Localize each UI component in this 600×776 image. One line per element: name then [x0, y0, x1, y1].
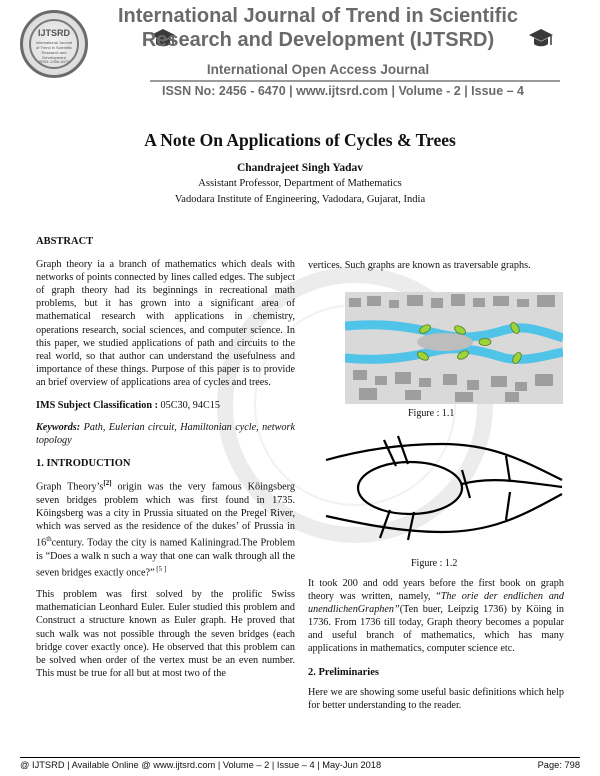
author-name: Chandrajeet Singh Yadav [236, 162, 364, 174]
author-affiliation: Assistant Professor, Department of Mathematics [198, 178, 402, 189]
open-access-label: International Open Access Journal [206, 62, 430, 77]
left-column [36, 235, 295, 687]
ims-classification: IMS Subject Classification : 05C30, 94C15 [36, 400, 220, 412]
traversable-text: vertices. Such graphs are known as traversable graphs. [308, 260, 531, 271]
journal-header [0, 0, 600, 108]
figure-1-2-caption: Figure : 1.2 [411, 558, 458, 569]
introduction-paragraph: Graph Theory’s[2] origin was the very famous Köingsberg seven bridges problem which was first found in 1735. Köingsberg was a city in Prussia situated on the Pregel River, which was served as the residence of the dukes’ of Prussia in 16thcentury. Today the city is named Kaliningrad.The Problem is “Does a walk n such a way that one can walk through all the seven bridges exactly once?” [5 ] [36, 479, 295, 579]
journal-name: International Journal of Trend in Scientific Research and Development (IJTSRD) [117, 5, 519, 51]
paper-title: A Note On Applications of Cycles & Trees [144, 130, 456, 150]
footer-citation: @ IJTSRD | Available Online @ www.ijtsrd.com | Volume – 2 | Issue – 4 | May-Jun 2018 [20, 760, 382, 770]
keywords: Keywords: Path, Eulerian circuit, Hamiltonian cycle, network topology [36, 422, 295, 447]
history-paragraph: It took 200 and odd years before the first book on graph theory was written, namely, “The orie der endlichen and unendlichenGraphen”(Ten buer, Leipzig 1736) by Köing in 1736. From 1736 till today, Graph theory becomes a popular and useful branch of mathematics, which has many applications in mathematics, computer science etc. [308, 578, 564, 655]
euler-paragraph: This problem was first solved by the prolific Swiss mathematician Leonhard Euler. Euler studied this problem and Construct a structure known as Euler graph. He proved that such walk was not possible through the seven bridges (each bridge cover exactly once). He observed that this problem can be solved when order of the vertex must be an even number. This must be true for all but at most two of the [36, 589, 295, 679]
journal-logo: IJTSRD International Journal of Trend in Scientific Research and Development ISSN: 2456-6470 [20, 10, 88, 78]
introduction-heading: 1. INTRODUCTION [36, 458, 131, 470]
author-institution: Vadodara Institute of Engineering, Vadodara, Gujarat, India [174, 194, 426, 205]
page-footer [20, 760, 580, 770]
konigsberg-map-figure [345, 292, 563, 404]
right-column-top [308, 259, 564, 279]
preliminaries-text: Here we are showing some useful basic definitions which help for better understanding to the reader. [308, 686, 564, 711]
page-number: Page: 798 [537, 760, 580, 770]
konigsberg-diagram-figure [322, 420, 566, 556]
abstract-heading: ABSTRACT [36, 236, 94, 247]
abstract-text: Graph theory ia a branch of mathematics which deals with networks of points connected by lines called edges. The subject of graph theory had its beginnings in recreational math problems, but it has grown into a significant area of mathematical research with applications in chemistry, operations research, social sciences, and computer science. In this paper, we studied applications of path and circuits to the real world, so that author can understand the usefulness and importance of these things. Purpose of this paper is to provide an brief overview of applications area of cycles and trees. [36, 259, 295, 388]
figure-1-1-caption: Figure : 1.1 [408, 408, 455, 419]
graduation-cap-icon [528, 26, 554, 52]
preliminaries-heading: 2. Preliminaries [308, 666, 379, 678]
issn-bar: ISSN No: 2456 - 6470 | www.ijtsrd.com | Volume - 2 | Issue – 4 [161, 84, 524, 98]
right-column-bottom [308, 577, 564, 719]
